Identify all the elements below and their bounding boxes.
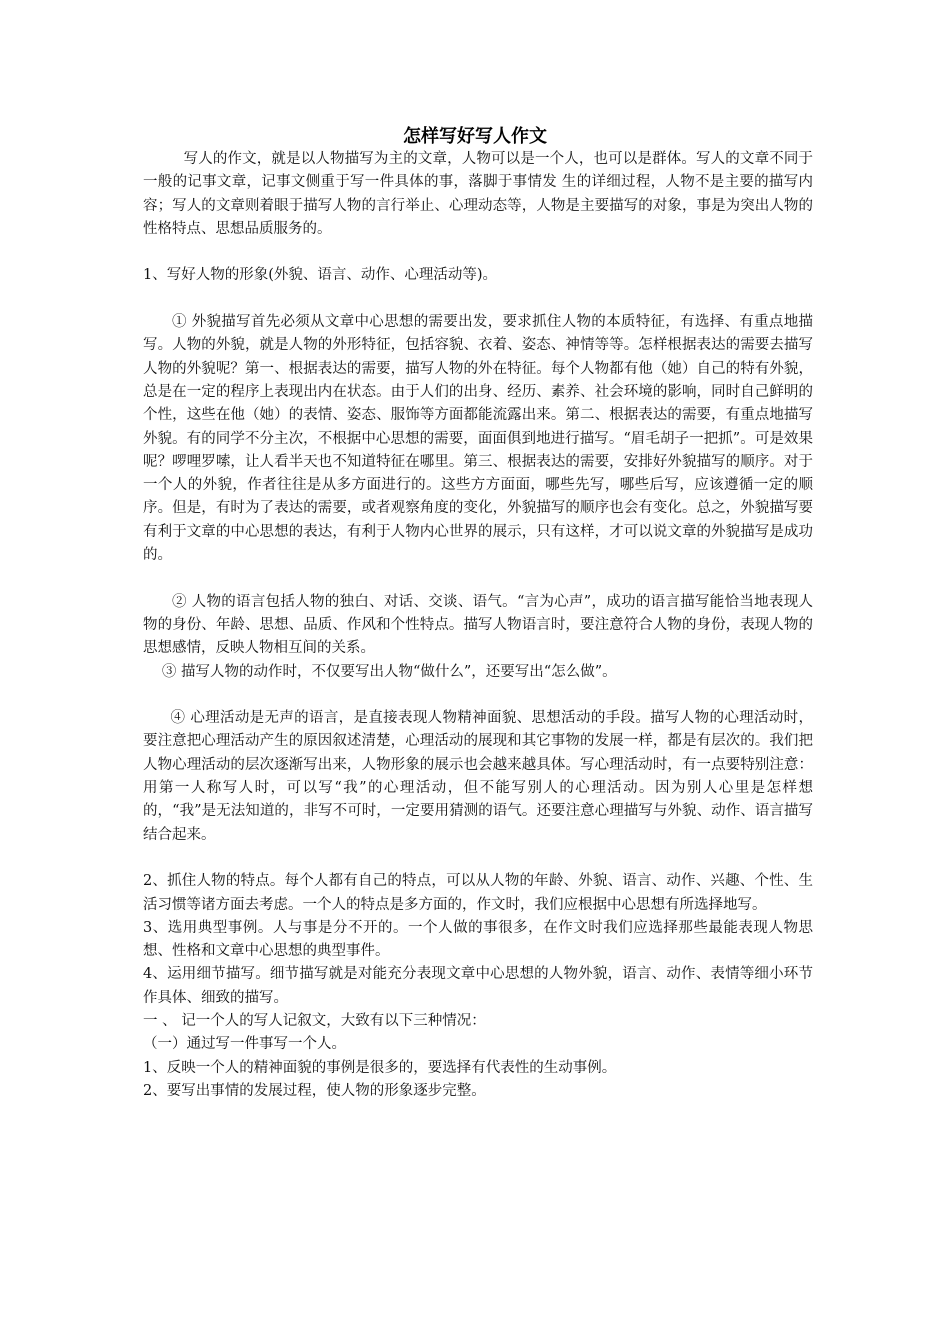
point-3-action: ③ 描写人物的动作时，不仅要写出人物“做什么”，还要写出“怎么做”。 [161,663,617,680]
section-3-paragraph: 3、选用典型事例。人与事是分不开的。一个人做的事很多，在作文时我们应选择那些最能表现人物思想、性格和文章中心思想的典型事件。 [143,919,813,960]
case-1-heading: （一）通过写一件事写一个人。 [143,1036,346,1053]
case-1-item-1: 1、反映一个人的精神面貌的事例是很多的，要选择有代表性的生动事例。 [143,1059,617,1076]
document-body [143,148,813,1103]
intro-paragraph: 写人的作文，就是以人物描写为主的文章，人物可以是一个人，也可以是群体。写人的文章不同于一般的记事文章，记事文侧重于写一件具体的事，落脚于事情发 生的详细过程，人物不是主要的描写内容；写人的文章则着眼于描写人物的言行举止、心理动态等，人物是主要描写的对象，事是为突出人物的性格特点、思想品质服务的。 [143,151,813,237]
section-2-paragraph: 2、抓住人物的特点。每个人都有自己的特点，可以从人物的年龄、外貌、语言、动作、兴趣、个性、生活习惯等诸方面去考虑。一个人的特点是多方面的，作文时，我们应根据中心思想有所选择地写。 [143,873,813,913]
point-2-language: ② 人物的语言包括人物的独白、对话、交谈、语气。“言为心声”，成功的语言描写能恰当地表现人物的身份、年龄、思想、品质、作风和个性特点。描写人物语言时，要注意符合人物的身份，表现人物的思想感情，反映人物相互间的关系。 [143,593,813,657]
section-4-paragraph: 4、运用细节描写。细节描写就是对能充分表现文章中心思想的人物外貌，语言、动作、表情等细小环节作具体、细致的描写。 [143,966,813,1006]
point-1-appearance: ① 外貌描写首先必须从文章中心思想的需要出发，要求抓住人物的本质特征，有选择、有重点地描写。人物的外貌，就是人物的外形特征，包括容貌、衣着、姿态、神情等等。怎样根据表达的需要去描写人物的外貌呢？第一、根据表达的需要，描写人物的外在特征。每个人物都有他（她）自己的特有外貌，总是在一定的程序上表现出内在状态。由于人们的出身、经历、素养、社会环境的影响，同时自己鲜明的个性，这些在他（她）的表情、姿态、服饰等方面都能流露出来。第二、根据表达的需要，有重点地描写外貌。有的同学不分主次，不根据中心思想的需要，面面俱到地进行描写。“眉毛胡子一把抓”。可是效果呢？啰哩罗嗦，让人看半天也不知道特征在哪里。第三、根据表达的需要，安排好外貌描写的顺序。对于一个人的外貌，作者往往是从多方面进行的。这些方方面面，哪些先写，哪些后写，应该遵循一定的顺序。但是，有时为了表达的需要，或者观察角度的变化，外貌描写的顺序也会有变化。总之，外貌描写要有利于文章的中心思想的表达，有利于人物内心世界的展示，只有这样，才可以说文章的外貌描写是成功的。 [143,314,813,564]
spacer [143,847,813,870]
document-title: 怎样写好写人作文 [403,126,547,147]
spacer [143,684,813,707]
point-4-psychology: ④ 心理活动是无声的语言，是直接表现人物精神面貌、思想活动的手段。描写人物的心理活动时，要注意把心理活动产生的原因叙述清楚，心理活动的展现和其它事物的发展一样，都是有层次的。我们把人物心理活动的层次逐渐写出来，人物形象的展示也会越来越具体。写心理活动时，有一点要特别注意：用第一人称写人时，可以写“我”的心理活动，但不能写别人的心理活动。因为别人心里是怎样想的，“我”是无法知道的，非写不可时，一定要用猜测的语气。还要注意心理描写与外貌、动作、语言描写结合起来。 [143,710,813,843]
spacer [143,288,813,311]
part-1-heading: 一 、 记一个人的写人记叙文，大致有以下三种情况： [143,1012,486,1029]
section-1-heading: 1、写好人物的形象(外貌、语言、动作、心理活动等)。 [143,267,498,284]
spacer [143,241,813,264]
spacer [143,567,813,590]
case-1-item-2: 2、要写出事情的发展过程，使人物的形象逐步完整。 [143,1082,486,1099]
